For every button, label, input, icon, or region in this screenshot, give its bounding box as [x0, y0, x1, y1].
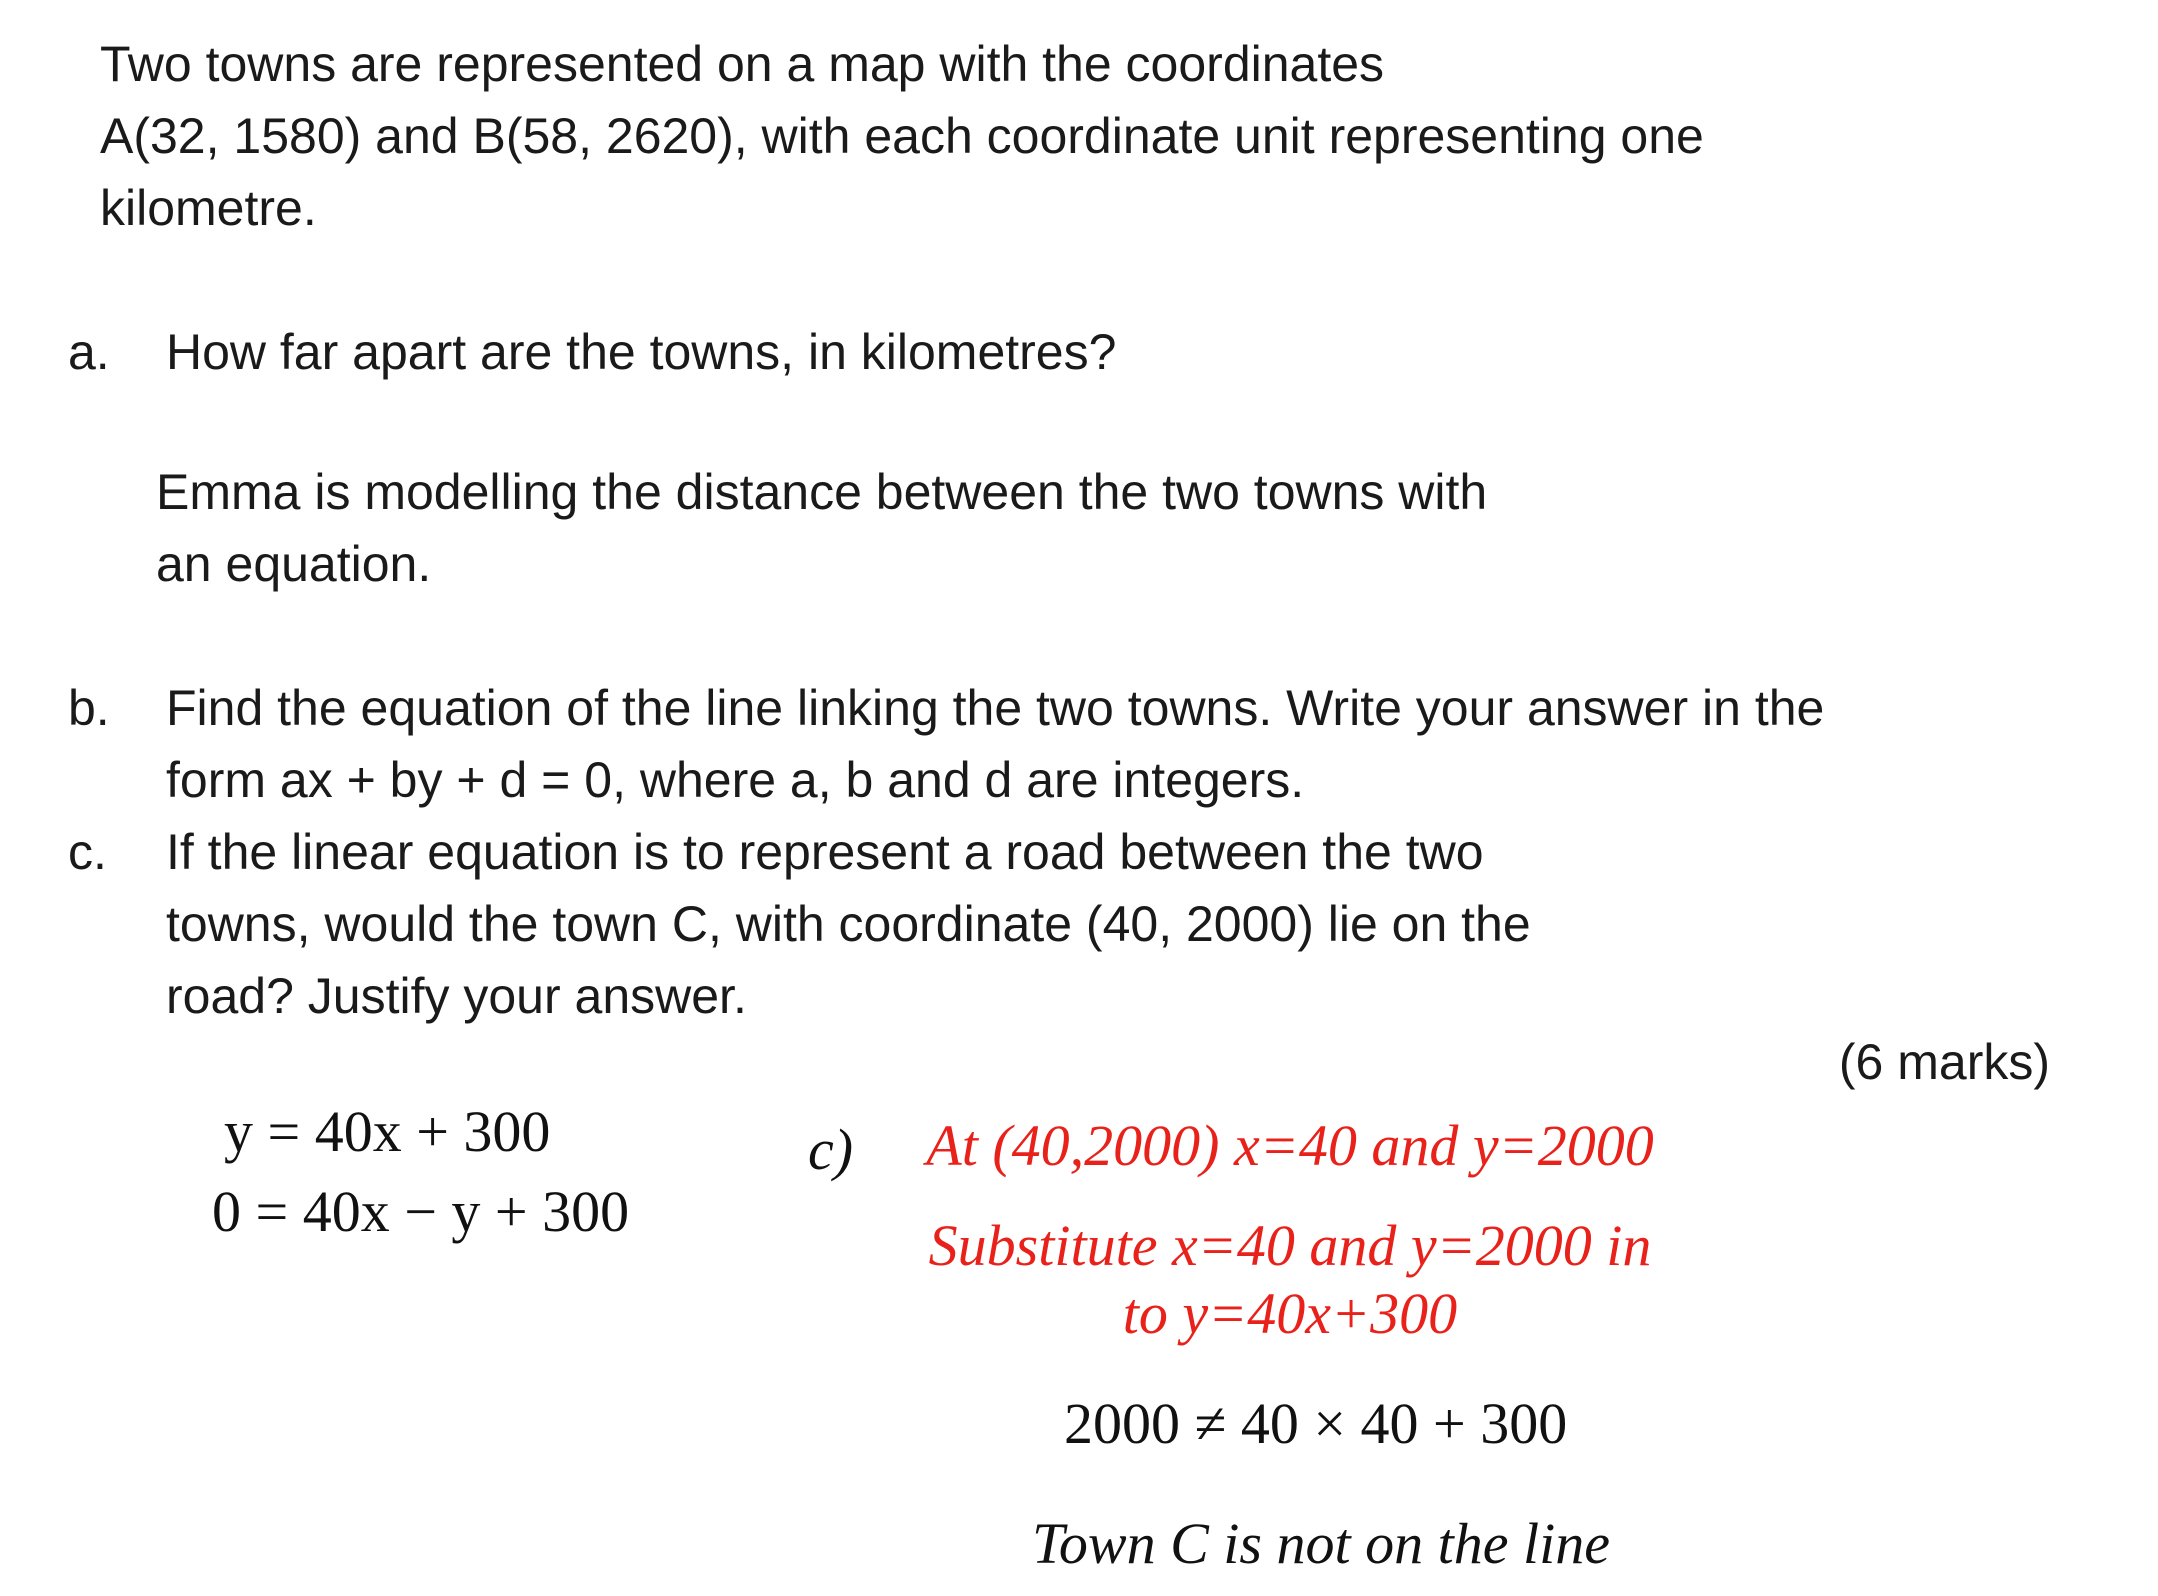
question-b-line-1: Find the equation of the line linking the two towns. Write your answer in the	[166, 680, 1825, 736]
working-b-equation-2: 0 = 40x − y + 300	[212, 1179, 630, 1244]
marks-label: (6 marks)	[1838, 1034, 2050, 1090]
red-note-line-3: to y=40x+300	[1122, 1281, 1458, 1346]
question-c-label: c.	[68, 824, 107, 880]
working-c-red-notes	[900, 1112, 1680, 1348]
emma-paragraph	[156, 456, 1487, 600]
intro-paragraph	[100, 28, 1704, 244]
intro-line-1: Two towns are represented on a map with the coordinates	[100, 36, 1385, 92]
question-a-label: a.	[68, 324, 110, 380]
working-c-conclusion: Town C is not on the line	[1032, 1511, 1610, 1576]
intro-line-3: kilometre.	[100, 180, 317, 236]
question-b-line-2: form ax + by + d = 0, where a, b and d are integers.	[166, 752, 1305, 808]
question-a-text: How far apart are the towns, in kilometres?	[166, 324, 1117, 380]
question-b-label: b.	[68, 680, 110, 736]
red-note-line-2: Substitute x=40 and y=2000 in	[928, 1213, 1652, 1278]
working-b	[212, 1092, 629, 1252]
question-c-line-1: If the linear equation is to represent a road between the two	[166, 824, 1484, 880]
question-c-text	[166, 816, 1531, 1032]
intro-line-2: A(32, 1580) and B(58, 2620), with each coordinate unit representing one	[100, 108, 1704, 164]
question-c-line-3: road? Justify your answer.	[166, 968, 747, 1024]
working-c-label: c)	[808, 1117, 854, 1182]
emma-line-2: an equation.	[156, 536, 432, 592]
red-note-line-1: At (40,2000) x=40 and y=2000	[926, 1113, 1654, 1178]
question-b-text	[166, 672, 1824, 816]
question-c-line-2: towns, would the town C, with coordinate (40, 2000) lie on the	[166, 896, 1531, 952]
working-c-inequality: 2000 ≠ 40 × 40 + 300	[1064, 1391, 1568, 1456]
emma-line-1: Emma is modelling the distance between the two towns with	[156, 464, 1488, 520]
working-b-equation-1: y = 40x + 300	[224, 1099, 551, 1164]
